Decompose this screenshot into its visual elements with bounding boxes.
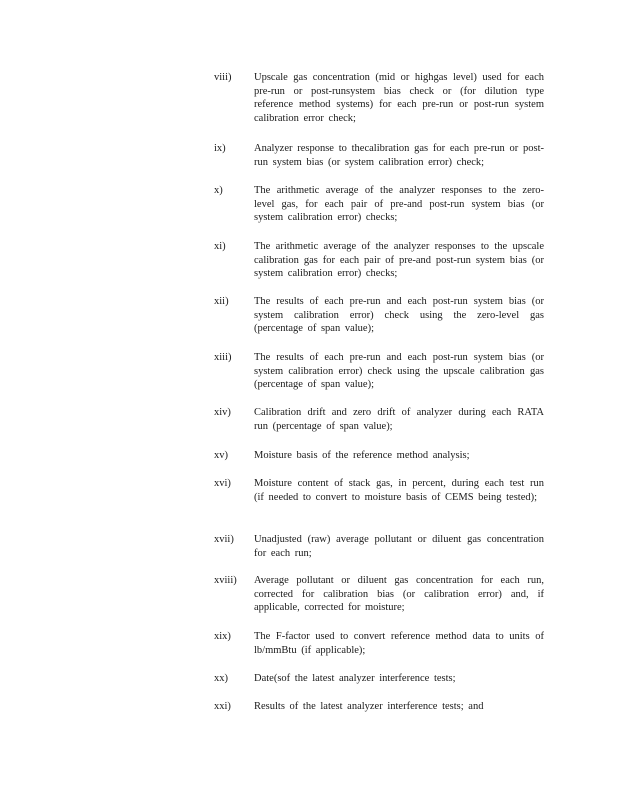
list-numeral: xx): [214, 673, 228, 684]
list-numeral: xvi): [214, 478, 231, 489]
list-numeral: xxi): [214, 701, 231, 712]
list-numeral: xv): [214, 450, 228, 461]
list-numeral: ix): [214, 143, 226, 154]
list-numeral: xiii): [214, 352, 232, 363]
list-item-text: Unadjusted (raw) average pollutant or diluent gas concentration for each run;: [254, 534, 544, 559]
list-numeral: xi): [214, 241, 226, 252]
list-item-text: Moisture basis of the reference method analysis;: [254, 450, 470, 461]
list-numeral: xvii): [214, 534, 234, 545]
list-numeral: xix): [214, 631, 231, 642]
list-item-text: The results of each pre-run and each post-run system bias (or system calibration error) check using the zero-level gas (percentage of span value);: [254, 296, 544, 335]
list-item-text: Average pollutant or diluent gas concentration for each run, corrected for calibration bias (or calibration error) and, if applicable, corrected for moisture;: [254, 575, 544, 614]
list-item-text: The arithmetic average of the analyzer responses to the zero-level gas, for each pair of pre-and post-run system bias (or system calibration error) checks;: [254, 185, 544, 224]
list-item-text: Results of the latest analyzer interference tests; and: [254, 701, 484, 712]
list-numeral: xiv): [214, 407, 231, 418]
list-item-text: The F-factor used to convert reference method data to units of lb/mmBtu (if applicable);: [254, 631, 544, 656]
list-item-text: Upscale gas concentration (mid or highgas level) used for each pre-run or post-runsystem bias check or (for dilution type reference method systems) for each pre-run or post-run system calibration error check;: [254, 72, 544, 124]
list-item-text: Calibration drift and zero drift of analyzer during each RATA run (percentage of span value);: [254, 407, 544, 432]
list-item-text: Moisture content of stack gas, in percent, during each test run (if needed to convert to moisture basis of CEMS being tested);: [254, 478, 544, 503]
list-numeral: x): [214, 185, 223, 196]
list-item-text: The arithmetic average of the analyzer responses to the upscale calibration gas for each pair of pre-and post-run system bias (or system calibration error) checks;: [254, 241, 544, 280]
list-item-text: The results of each pre-run and each post-run system bias (or system calibration error) check using the upscale calibration gas (percentage of span value);: [254, 352, 544, 391]
list-numeral: xviii): [214, 575, 237, 586]
list-numeral: xii): [214, 296, 229, 307]
list-numeral: viii): [214, 72, 232, 83]
list-item-text: Analyzer response to thecalibration gas for each pre-run or post-run system bias (or system calibration error) check;: [254, 143, 544, 168]
list-item-text: Date(sof the latest analyzer interference tests;: [254, 673, 456, 684]
